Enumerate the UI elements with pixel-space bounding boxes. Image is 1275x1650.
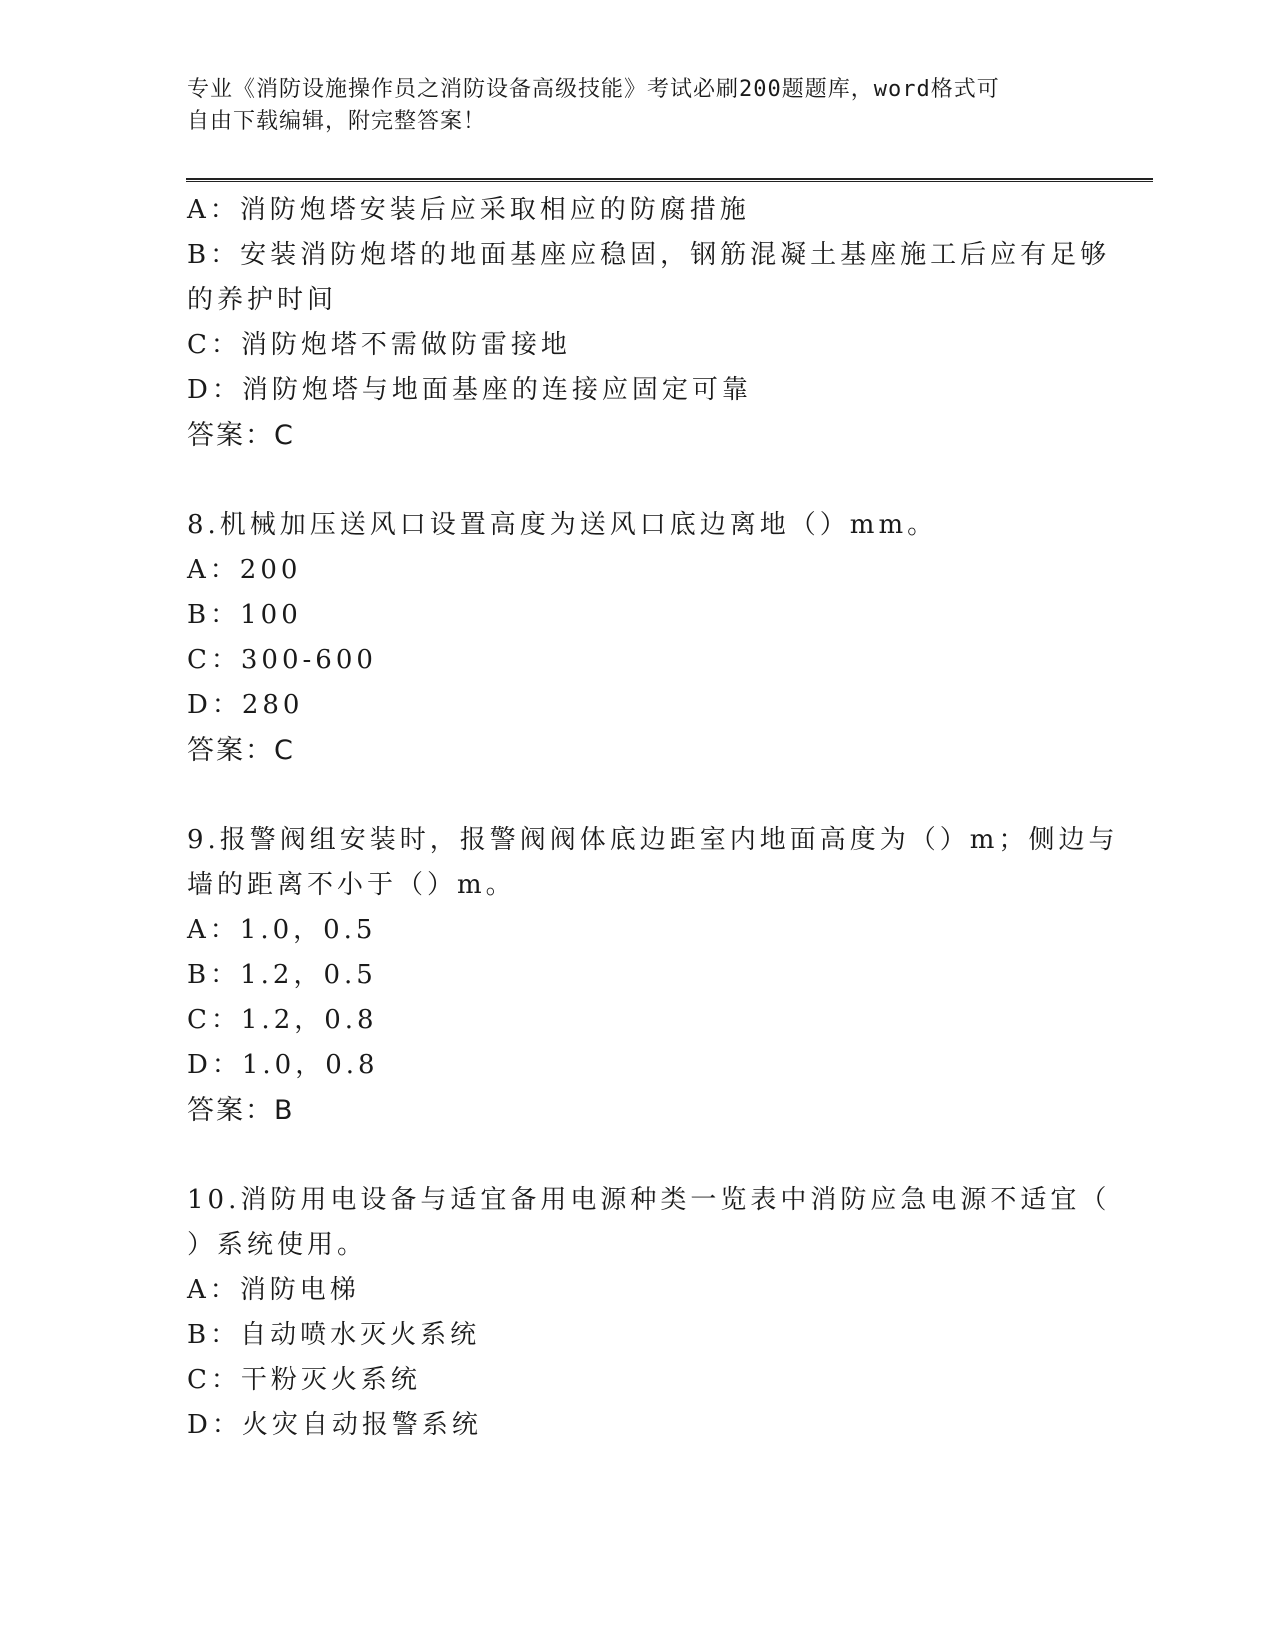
question-text: 8.机械加压送风口设置高度为送风口底边离地（）mm。 xyxy=(187,510,938,540)
option-d: D：消防炮塔与地面基座的连接应固定可靠 xyxy=(187,375,752,405)
question-list xyxy=(187,188,1119,1448)
header-line-2: 自由下载编辑，附完整答案！ xyxy=(187,109,487,134)
option-b: B：自动喷水灭火系统 xyxy=(187,1320,481,1350)
question-text-continued: 墙的距离不小于（）m。 xyxy=(187,870,516,900)
answer: 答案：C xyxy=(187,420,295,451)
question-text-continued: ）系统使用。 xyxy=(187,1230,368,1260)
option-b: B：100 xyxy=(187,600,302,630)
option-d: D：1.0，0.8 xyxy=(187,1050,379,1080)
answer: 答案：B xyxy=(187,1095,295,1126)
question-text: 10.消防用电设备与适宜备用电源种类一览表中消防应急电源不适宜（ xyxy=(187,1185,1111,1215)
header-divider xyxy=(186,178,1153,182)
question-10 xyxy=(187,1178,1111,1448)
option-a: A：200 xyxy=(187,555,302,585)
question-9 xyxy=(187,818,1119,1133)
answer: 答案：C xyxy=(187,735,295,766)
question-text: 9.报警阀组安装时，报警阀阀体底边距室内地面高度为（）m；侧边与 xyxy=(187,825,1119,855)
header-line-1: 专业《消防设施操作员之消防设备高级技能》考试必刷200题题库，word格式可 xyxy=(187,77,1000,102)
option-c: C：干粉灭火系统 xyxy=(187,1365,421,1395)
option-c: C：消防炮塔不需做防雷接地 xyxy=(187,330,571,360)
option-b: B：1.2，0.5 xyxy=(187,960,377,990)
option-a: A：消防炮塔安装后应采取相应的防腐措施 xyxy=(187,195,750,225)
spacer xyxy=(187,458,1087,503)
option-b-continued: 的养护时间 xyxy=(187,285,338,315)
option-a: A：消防电梯 xyxy=(187,1275,360,1305)
option-a: A：1.0，0.5 xyxy=(187,915,377,945)
option-d: D：280 xyxy=(187,690,304,720)
question-8 xyxy=(187,503,1087,773)
option-d: D：火灾自动报警系统 xyxy=(187,1410,482,1440)
question-7 xyxy=(187,188,1111,458)
spacer xyxy=(187,773,1087,818)
spacer xyxy=(187,1133,1087,1178)
document-header xyxy=(187,74,1067,138)
option-c: C：1.2，0.8 xyxy=(187,1005,378,1035)
option-b: B：安装消防炮塔的地面基座应稳固，钢筋混凝土基座施工后应有足够 xyxy=(187,240,1111,270)
option-c: C：300-600 xyxy=(187,645,377,675)
